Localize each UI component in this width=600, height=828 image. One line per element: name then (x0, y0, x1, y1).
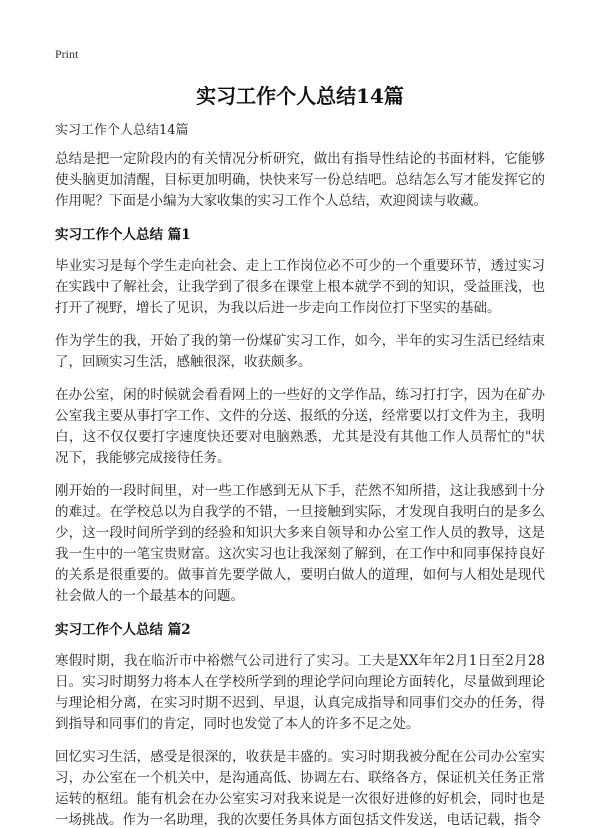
section-1-paragraph-3: 在办公室，闲的时候就会看看网上的一些好的文学作品，练习打打字，因为在矿办公室我主要从事打字工作、文件的分送、报纸的分送，经常要以打文件为主，我明白，这不仅仅要打字速度快还要对电脑熟悉，尤其是没有其他工作人员帮忙的"状况下，我能够完成接待任务。 (55, 387, 545, 466)
section-2-paragraph-2: 回忆实习生活，感受是很深的，收获是丰盛的。实习时期我被分配在公司办公室实习，办公室在一个机关中，是沟通高低、协调左右、联络各方，保证机关任务正常运转的枢纽。能有机会在办公室实习对我来说是一次很好进修的好机会，同时也是一场挑战。作为一名助理，我的次要任务具体方面包括文件发送，电话记载，指令 (55, 749, 545, 828)
section-1-paragraph-2: 作为学生的我，开始了我的第一份煤矿实习工作，如今，半年的实习生活已经结束了，回顾实习生活，感触很深，收获颇多。 (55, 333, 545, 370)
section-heading-2: 实习工作个人总结 篇2 (55, 622, 191, 638)
section-2-paragraph-1: 寒假时期，我在临沂市中裕燃气公司进行了实习。工夫是XX年年2月1日至2月28日。实习时期努力将本人在学校所学到的理论学问向理论方面转化，尽量做到理论与理论相分离，在实习时期不迟到、早退，认真完成指导和同事们交办的任务，得到指导和同事们的肯定，同时也发觉了本人的许多不足之处。 (55, 653, 545, 732)
article-subtitle: 实习工作个人总结14篇 (55, 123, 189, 138)
print-link[interactable]: Print (55, 47, 79, 61)
section-1-paragraph-4: 刚开始的一段时间里，对一些工作感到无从下手，茫然不知所措，这让我感到十分的难过。在学校总以为自我学的不错，一旦接触到实际，才发现自我明白的是多么少，这一段时间所学到的经验和知识大多来自领导和办公室工作人员的教导，这是我一生中的一笔宝贵财富。这次实习也让我深刻了解到，在工作中和同事保持良好的关系是很重要的。做事首先要学做人，要明白做人的道理，如何与人相处是现代社会做人的一个最基本的问题。 (55, 483, 545, 604)
section-heading-1: 实习工作个人总结 篇1 (55, 227, 191, 243)
page-title: 实习工作个人总结14篇 (196, 84, 404, 108)
section-1-paragraph-1: 毕业实习是每个学生走向社会、走上工作岗位必不可少的一个重要环节，透过实习在实践中了解社会，让我学到了很多在课堂上根本就学不到的知识，受益匪浅，也打开了视野，增长了见识，为我以后进一步走向工作岗位打下坚实的基础。 (55, 258, 545, 316)
intro-paragraph: 总结是把一定阶段内的有关情况分析研究，做出有指导性结论的书面材料，它能够使头脑更加清醒，目标更加明确，快快来写一份总结吧。总结怎么写才能发挥它的作用呢？下面是小编为大家收集的实习工作个人总结，欢迎阅读与收藏。 (55, 151, 545, 209)
article-body (55, 119, 545, 828)
